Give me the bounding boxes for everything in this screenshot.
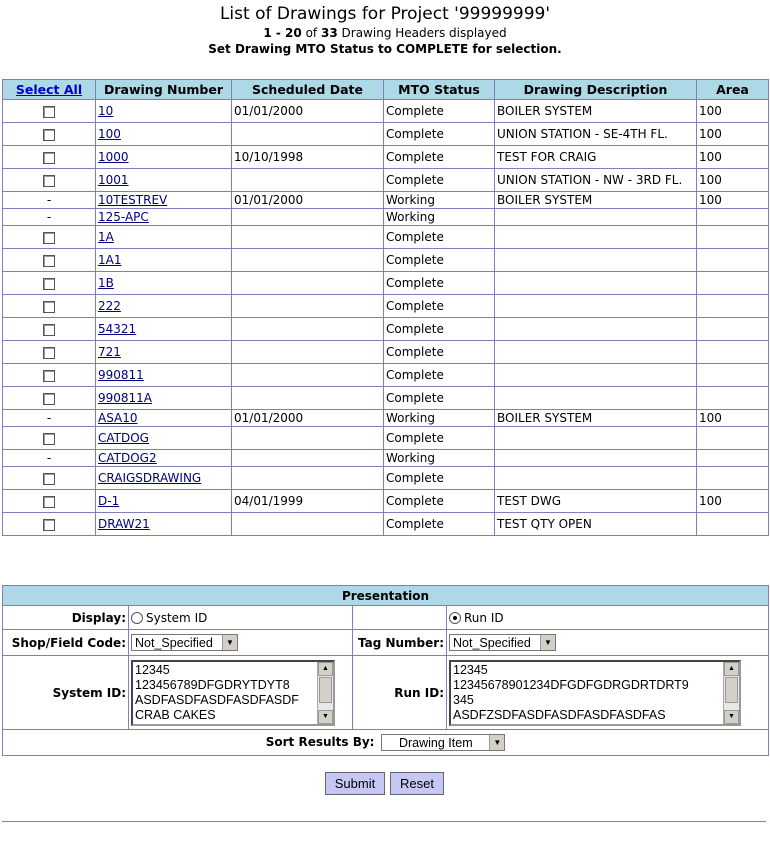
system-id-label: System ID:	[3, 656, 129, 730]
system-id-option[interactable]: 123456789DFGDRYTDYT8	[135, 677, 290, 692]
drawing-description-cell	[495, 226, 697, 249]
table-row	[3, 272, 769, 295]
scheduled-date-cell	[232, 513, 384, 536]
scheduled-date-cell	[232, 450, 384, 467]
drawing-number-link[interactable]: 1000	[98, 150, 129, 164]
system-id-radio-label: System ID	[146, 610, 208, 625]
mto-status-cell: Complete	[384, 169, 495, 192]
row-select-cell	[3, 226, 96, 249]
system-id-option[interactable]: CRAB CAKES	[135, 707, 216, 722]
area-cell	[697, 295, 769, 318]
page-header	[0, 0, 770, 57]
area-cell	[697, 209, 769, 226]
sort-results-value: Drawing Item	[398, 735, 473, 750]
system-id-scrollbar[interactable]	[317, 662, 333, 724]
drawings-table-body	[3, 100, 769, 536]
area-cell: 100	[697, 146, 769, 169]
drawing-description-cell: TEST FOR CRAIG	[495, 146, 697, 169]
drawing-description-cell	[495, 318, 697, 341]
table-row	[3, 146, 769, 169]
drawing-description-cell	[495, 209, 697, 226]
row-checkbox[interactable]	[43, 106, 55, 118]
area-cell: 100	[697, 169, 769, 192]
row-checkbox[interactable]	[43, 301, 55, 313]
scheduled-date-cell	[232, 427, 384, 450]
mto-status-cell: Complete	[384, 490, 495, 513]
run-id-option[interactable]: ASDFZSDFASDFASDFASDFASDFAS	[453, 707, 666, 722]
drawing-number-link[interactable]: 1001	[98, 173, 129, 187]
row-not-selectable: -	[46, 451, 52, 465]
scheduled-date-cell	[232, 209, 384, 226]
run-id-radio[interactable]	[449, 612, 461, 624]
table-row	[3, 318, 769, 341]
drawing-number-link[interactable]: 10TESTREV	[98, 193, 168, 207]
area-cell: 100	[697, 100, 769, 123]
scheduled-date-cell	[232, 272, 384, 295]
drawing-description-cell	[495, 249, 697, 272]
shop-field-code-select[interactable]	[131, 634, 238, 651]
drawing-number-cell	[96, 387, 232, 410]
presentation-panel	[2, 585, 769, 756]
table-row	[3, 100, 769, 123]
table-row	[3, 467, 769, 490]
system-id-listbox[interactable]	[131, 660, 335, 726]
sort-results-label: Sort Results By:	[265, 735, 375, 749]
records-of: of	[305, 26, 318, 40]
drawing-number-link[interactable]: 222	[98, 299, 121, 313]
drawing-number-cell	[96, 249, 232, 272]
table-row	[3, 249, 769, 272]
drawing-number-cell	[96, 192, 232, 209]
mto-status-cell: Working	[384, 450, 495, 467]
drawing-number-cell	[96, 272, 232, 295]
row-select-cell	[3, 123, 96, 146]
table-row	[3, 226, 769, 249]
drawing-number-link[interactable]: CATDOG	[98, 431, 149, 445]
drawing-number-link[interactable]: ASA10	[98, 411, 138, 425]
table-header-row	[3, 80, 769, 100]
drawing-number-cell	[96, 146, 232, 169]
scroll-thumb[interactable]	[725, 677, 738, 703]
drawing-number-cell	[96, 427, 232, 450]
presentation-title: Presentation	[3, 586, 769, 606]
table-row	[3, 410, 769, 427]
row-select-cell	[3, 490, 96, 513]
table-row	[3, 123, 769, 146]
drawing-number-link[interactable]: DRAW21	[98, 517, 150, 531]
drawing-number-link[interactable]: 54321	[98, 322, 137, 336]
area-cell	[697, 341, 769, 364]
drawing-number-cell	[96, 490, 232, 513]
records-range: 1 - 20	[263, 26, 302, 40]
column-header-area: Area	[697, 80, 769, 100]
row-checkbox[interactable]	[43, 370, 55, 382]
area-cell	[697, 467, 769, 490]
mto-status-cell: Complete	[384, 100, 495, 123]
page-title: List of Drawings for Project '99999999'	[219, 4, 551, 24]
row-select-cell	[3, 192, 96, 209]
system-id-radio[interactable]	[131, 612, 143, 624]
row-select-cell	[3, 467, 96, 490]
display-system-option[interactable]	[129, 606, 353, 630]
drawing-number-cell	[96, 364, 232, 387]
chevron-down-icon[interactable]: ▼	[222, 635, 237, 650]
mto-status-cell: Complete	[384, 364, 495, 387]
table-row	[3, 427, 769, 450]
table-row	[3, 341, 769, 364]
chevron-down-icon[interactable]: ▼	[540, 635, 555, 650]
row-select-cell	[3, 100, 96, 123]
area-cell	[697, 427, 769, 450]
drawing-number-cell	[96, 226, 232, 249]
area-cell	[697, 387, 769, 410]
column-header-mto-status: MTO Status	[384, 80, 495, 100]
drawing-description-cell: TEST DWG	[495, 490, 697, 513]
row-checkbox[interactable]	[43, 347, 55, 359]
records-count	[0, 25, 770, 41]
drawing-description-cell: BOILER SYSTEM	[495, 100, 697, 123]
drawing-description-cell: BOILER SYSTEM	[495, 410, 697, 427]
area-cell	[697, 226, 769, 249]
scroll-up-icon[interactable]: ▲	[724, 662, 739, 676]
row-select-cell	[3, 387, 96, 410]
row-select-cell	[3, 427, 96, 450]
bottom-divider	[2, 821, 766, 822]
row-not-selectable: -	[46, 193, 52, 207]
drawing-number-cell	[96, 100, 232, 123]
run-id-option[interactable]: 12345678901234DFGDFGDRGDRTDRT9	[453, 677, 689, 692]
row-select-cell	[3, 209, 96, 226]
mto-status-cell: Working	[384, 410, 495, 427]
display-run-option[interactable]	[447, 606, 769, 630]
table-row	[3, 364, 769, 387]
drawing-number-cell	[96, 209, 232, 226]
row-select-cell	[3, 169, 96, 192]
scheduled-date-cell: 01/01/2000	[232, 192, 384, 209]
column-header-scheduled-date: Scheduled Date	[232, 80, 384, 100]
row-checkbox[interactable]	[43, 255, 55, 267]
row-not-selectable: -	[46, 411, 52, 425]
row-checkbox[interactable]	[43, 324, 55, 336]
system-id-option[interactable]: 12345	[135, 662, 170, 677]
row-checkbox[interactable]	[43, 232, 55, 244]
mto-status-cell: Complete	[384, 295, 495, 318]
drawing-number-link[interactable]: 1B	[98, 276, 114, 290]
mto-status-cell: Complete	[384, 146, 495, 169]
column-header-drawing-description: Drawing Description	[495, 80, 697, 100]
scroll-up-icon[interactable]: ▲	[318, 662, 333, 676]
row-not-selectable: -	[46, 210, 52, 224]
drawing-number-cell	[96, 123, 232, 146]
scroll-down-icon[interactable]: ▼	[318, 710, 333, 724]
row-checkbox[interactable]	[43, 496, 55, 508]
drawing-number-cell	[96, 169, 232, 192]
mto-status-cell: Complete	[384, 387, 495, 410]
run-id-option[interactable]: 12345	[453, 662, 488, 677]
sort-row	[3, 730, 769, 756]
drawing-number-link[interactable]: 1A	[98, 230, 114, 244]
row-select-cell	[3, 272, 96, 295]
mto-status-cell: Complete	[384, 341, 495, 364]
tag-number-label: Tag Number:	[353, 630, 447, 656]
drawings-table	[2, 79, 769, 536]
scheduled-date-cell	[232, 364, 384, 387]
row-select-cell	[3, 341, 96, 364]
row-select-cell	[3, 410, 96, 427]
run-id-label: Run ID:	[353, 656, 447, 730]
row-checkbox[interactable]	[43, 393, 55, 405]
mto-status-cell: Complete	[384, 272, 495, 295]
mto-status-cell: Working	[384, 192, 495, 209]
row-checkbox[interactable]	[43, 175, 55, 187]
scheduled-date-cell	[232, 341, 384, 364]
submit-button[interactable]: Submit	[325, 772, 385, 795]
area-cell	[697, 249, 769, 272]
run-id-radio-label: Run ID	[464, 610, 504, 625]
row-select-cell	[3, 249, 96, 272]
drawing-number-cell	[96, 467, 232, 490]
row-checkbox[interactable]	[43, 519, 55, 531]
table-row	[3, 513, 769, 536]
run-id-scrollbar[interactable]	[723, 662, 739, 724]
drawing-number-link[interactable]: D-1	[98, 494, 120, 508]
tag-number-select[interactable]	[449, 634, 556, 651]
chevron-down-icon[interactable]: ▼	[489, 735, 504, 750]
scheduled-date-cell	[232, 123, 384, 146]
column-header-drawing-number: Drawing Number	[96, 80, 232, 100]
reset-button[interactable]: Reset	[390, 772, 444, 795]
table-row	[3, 387, 769, 410]
mto-status-cell: Working	[384, 209, 495, 226]
drawing-number-cell	[96, 295, 232, 318]
row-checkbox[interactable]	[43, 129, 55, 141]
run-id-option[interactable]: 345	[453, 692, 474, 707]
drawing-number-link[interactable]: 125-APC	[98, 210, 149, 224]
row-select-cell	[3, 450, 96, 467]
select-all-link[interactable]: Select All	[15, 82, 83, 97]
table-row	[3, 192, 769, 209]
scheduled-date-cell	[232, 318, 384, 341]
area-cell: 100	[697, 490, 769, 513]
drawing-number-link[interactable]: 990811A	[98, 391, 153, 405]
table-row	[3, 490, 769, 513]
row-select-cell	[3, 146, 96, 169]
drawing-number-link[interactable]: 721	[98, 345, 121, 359]
drawing-number-link[interactable]: 100	[98, 127, 121, 141]
area-cell: 100	[697, 410, 769, 427]
drawing-number-cell	[96, 450, 232, 467]
scheduled-date-cell: 10/10/1998	[232, 146, 384, 169]
drawing-number-link[interactable]: CATDOG2	[98, 451, 157, 465]
drawing-number-cell	[96, 513, 232, 536]
scheduled-date-cell	[232, 249, 384, 272]
drawing-description-cell	[495, 295, 697, 318]
drawing-description-cell: UNION STATION - SE-4TH FL.	[495, 123, 697, 146]
table-row	[3, 169, 769, 192]
drawing-description-cell: BOILER SYSTEM	[495, 192, 697, 209]
records-label: Drawing Headers displayed	[341, 26, 507, 40]
tag-number-value: Not_Specified	[453, 635, 531, 650]
table-row	[3, 450, 769, 467]
instruction-text: Set Drawing MTO Status to COMPLETE for selection.	[208, 42, 562, 56]
drawing-number-cell	[96, 341, 232, 364]
drawing-number-cell	[96, 410, 232, 427]
mto-status-cell: Complete	[384, 226, 495, 249]
drawing-description-cell	[495, 450, 697, 467]
drawing-number-link[interactable]: 10	[98, 104, 114, 118]
mto-status-cell: Complete	[384, 249, 495, 272]
drawing-description-cell	[495, 341, 697, 364]
display-label: Display:	[3, 606, 129, 630]
row-select-cell	[3, 318, 96, 341]
area-cell	[697, 318, 769, 341]
mto-status-cell: Complete	[384, 427, 495, 450]
select-all-header	[3, 80, 96, 100]
area-cell	[697, 364, 769, 387]
drawing-number-cell	[96, 318, 232, 341]
run-id-listbox[interactable]	[449, 660, 741, 726]
area-cell: 100	[697, 123, 769, 146]
area-cell	[697, 513, 769, 536]
drawing-number-link[interactable]: 1A1	[98, 253, 122, 267]
row-checkbox[interactable]	[43, 433, 55, 445]
row-select-cell	[3, 513, 96, 536]
scheduled-date-cell: 01/01/2000	[232, 100, 384, 123]
scheduled-date-cell: 01/01/2000	[232, 410, 384, 427]
row-checkbox[interactable]	[43, 473, 55, 485]
table-row	[3, 295, 769, 318]
shop-field-code-value: Not_Specified	[135, 635, 213, 650]
drawing-description-cell	[495, 387, 697, 410]
records-total: 33	[321, 26, 338, 40]
drawing-number-link[interactable]: 990811	[98, 368, 144, 382]
drawing-description-cell: UNION STATION - NW - 3RD FL.	[495, 169, 697, 192]
mto-status-cell: Complete	[384, 467, 495, 490]
area-cell	[697, 272, 769, 295]
drawing-description-cell	[495, 467, 697, 490]
row-select-cell	[3, 364, 96, 387]
scroll-down-icon[interactable]: ▼	[724, 710, 739, 724]
drawing-description-cell	[495, 364, 697, 387]
row-select-cell	[3, 295, 96, 318]
row-checkbox[interactable]	[43, 278, 55, 290]
area-cell: 100	[697, 192, 769, 209]
scheduled-date-cell	[232, 169, 384, 192]
drawing-description-cell	[495, 427, 697, 450]
scroll-thumb[interactable]	[319, 677, 332, 703]
scheduled-date-cell: 04/01/1999	[232, 490, 384, 513]
scheduled-date-cell	[232, 226, 384, 249]
mto-status-cell: Complete	[384, 318, 495, 341]
scheduled-date-cell	[232, 387, 384, 410]
table-row	[3, 209, 769, 226]
row-checkbox[interactable]	[43, 152, 55, 164]
system-id-option[interactable]: ASDFASDFASDFASDFASDF	[135, 692, 299, 707]
mto-status-cell: Complete	[384, 123, 495, 146]
drawing-description-cell	[495, 272, 697, 295]
mto-status-cell: Complete	[384, 513, 495, 536]
shop-field-code-label: Shop/Field Code:	[3, 630, 129, 656]
drawing-number-link[interactable]: CRAIGSDRAWING	[98, 471, 202, 485]
area-cell	[697, 450, 769, 467]
drawing-description-cell: TEST QTY OPEN	[495, 513, 697, 536]
sort-results-select[interactable]	[381, 734, 505, 751]
scheduled-date-cell	[232, 295, 384, 318]
scheduled-date-cell	[232, 467, 384, 490]
